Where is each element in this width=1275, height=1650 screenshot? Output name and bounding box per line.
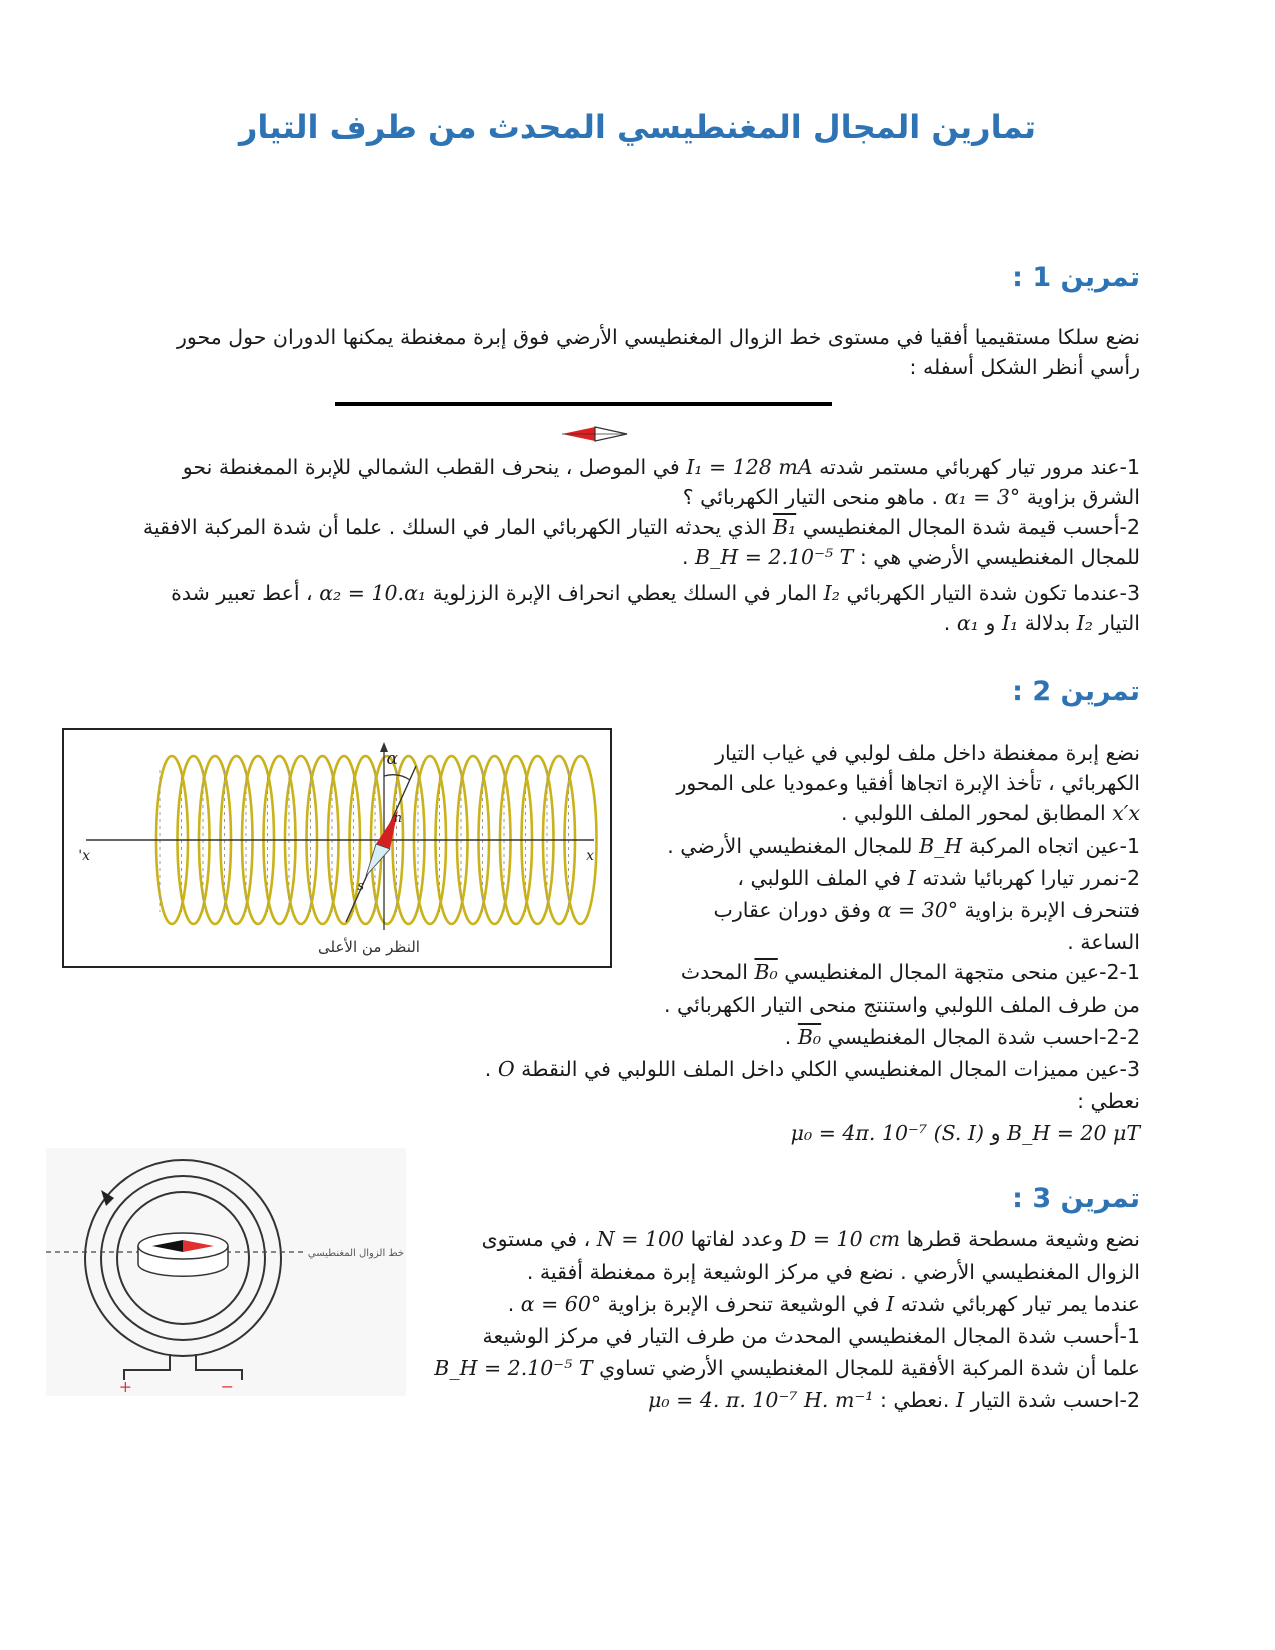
ex3-line-2: الزوال المغنطيسي الأرضي . نضع في مركز الوشيعة إبرة ممغنطة أفقية .	[526, 1260, 1140, 1284]
exercise-2-heading: تمرين 2 :	[1012, 676, 1140, 707]
ex2-line-9: من طرف الملف اللولبي واستنتج منحى التيار الكهربائي .	[663, 993, 1140, 1017]
ex3-line-5: علما أن شدة المركبة الأفقية للمجال المغنطيسي الأرضي تساوي B_H = 2.10⁻⁵ T	[434, 1356, 1140, 1380]
needle-label-s: s	[357, 879, 364, 894]
solenoid-figure	[62, 728, 612, 968]
alpha-label: α	[386, 749, 398, 769]
wire	[335, 402, 832, 406]
exercise-3-heading: تمرين 3 :	[1012, 1183, 1140, 1214]
flat-coil-figure	[46, 1148, 406, 1396]
ex3-line-6: 2-احسب شدة التيار I .نعطي : μ₀ = 4. π. 10⁻⁷ H. m⁻¹	[648, 1388, 1140, 1412]
ex1-q3-line-2: التيار I₂ بدلالة I₁ و α₁ .	[943, 611, 1140, 635]
needle-south	[366, 844, 390, 876]
ex2-line-10: 2-2-احسب شدة المجال المغنطيسي B₀ .	[784, 1025, 1140, 1049]
ex2-line-4: 1-عين اتجاه المركبة B_H للمجال المغنطيسي الأرضي .	[667, 834, 1140, 858]
ex2-line-8: 2-1-عين منحى متجهة المجال المغنطيسي B₀ المحدث	[680, 960, 1140, 984]
axis-label-x: x	[586, 848, 594, 864]
figure-caption: النظر من الأعلى	[318, 938, 420, 956]
ex2-line-7: الساعة .	[1067, 930, 1140, 954]
plus-terminal: +	[118, 1377, 132, 1396]
magnetic-needle	[562, 427, 627, 441]
ex1-q2-line-1: 2-أحسب قيمة شدة المجال المغنطيسي B₁ الذي يحدثه التيار الكهربائي المار في السلك . علما أن شدة المركبة الافقية	[142, 515, 1140, 539]
ex1-q3-line-1: 3-عندما تكون شدة التيار الكهربائي I₂ المار في السلك يعطي انحراف الإبرة الززلوية α₂ = 10.α₁ ، أعط تعبير شدة	[171, 581, 1140, 605]
ex1-q1-line-1: 1-عند مرور تيار كهربائي مستمر شدته I₁ = 128 mA في الموصل ، ينحرف القطب الشمالي للإبرة الممغنطة نحو	[182, 455, 1140, 479]
ex1-q1-line-2: الشرق بزاوية α₁ = 3° . ماهو منحى التيار الكهربائي ؟	[682, 485, 1140, 509]
ex3-line-1: نضع وشيعة مسطحة قطرها D = 10 cm وعدد لفاتها N = 100 ، في مستوى	[481, 1227, 1140, 1251]
current-direction-arrow	[101, 1190, 114, 1206]
ex2-line-5: 2-نمرر تيارا كهربائيا شدته I في الملف اللولبي ،	[737, 866, 1140, 890]
minus-terminal: −	[220, 1377, 234, 1396]
ex1-intro-line-2: رأسي أنظر الشكل أسفله :	[909, 355, 1140, 379]
ex2-line-2: الكهربائي ، تأخذ الإبرة اتجاها أفقيا وعموديا على المحور	[676, 771, 1140, 795]
page-title: تمارين المجال المغنطيسي المحدث من طرف التيار	[238, 108, 1037, 146]
needle-label-n: n	[393, 811, 402, 826]
ex2-line-11: 3-عين مميزات المجال المغنطيسي الكلي داخل الملف اللولبي في النقطة O .	[484, 1057, 1140, 1081]
exercise-1-heading: تمرين 1 :	[1012, 262, 1140, 293]
ex3-line-4: 1-أحسب شدة المجال المغنطيسي المحدث من طرف التيار في مركز الوشيعة	[482, 1324, 1140, 1348]
ex1-q2-line-2: للمجال المغنطيسي الأرضي هي : B_H = 2.10⁻⁵ T .	[681, 545, 1140, 569]
meridian-label: خط الزوال المغنطيسي	[307, 1248, 405, 1259]
ex2-line-6: فتنحرف الإبرة بزاوية α = 30° وفق دوران عقارب	[713, 898, 1140, 922]
compass-box	[138, 1233, 228, 1276]
ex2-line-3: x′x المطابق لمحور الملف اللولبي .	[840, 801, 1140, 825]
wire-needle-figure	[335, 400, 835, 444]
ex1-intro-line-1: نضع سلكا مستقيميا أفقيا في مستوى خط الزوال المغنطيسي الأرضي فوق إبرة ممغنطة يمكنها الدوران حول محور	[177, 325, 1140, 349]
ex2-line-1: نضع إبرة ممغنطة داخل ملف لولبي في غياب التيار	[715, 741, 1140, 765]
ex2-line-13: B_H = 20 μT و μ₀ = 4π. 10⁻⁷ (S. I)	[790, 1121, 1140, 1145]
ex2-line-12: نعطي :	[1077, 1089, 1140, 1113]
axis-label-x-prime: x'	[78, 848, 90, 864]
ex3-line-3: عندما يمر تيار كهربائي شدته I في الوشيعة تنحرف الإبرة بزاوية α = 60° .	[507, 1292, 1140, 1316]
